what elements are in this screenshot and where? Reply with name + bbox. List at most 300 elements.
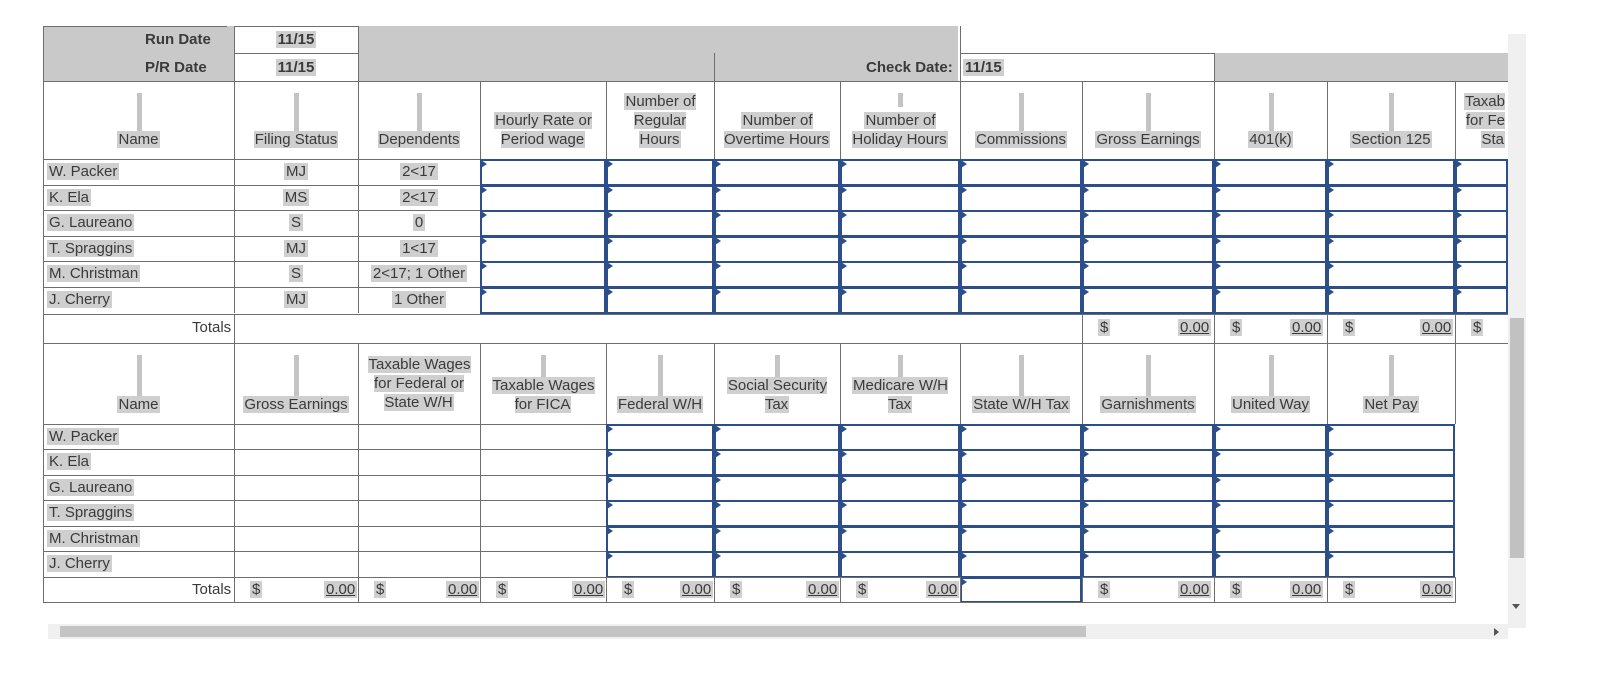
input-cell-3-row-5[interactable] xyxy=(480,287,606,314)
total-currency-top xyxy=(1343,319,1355,337)
input-cell-8-row-2[interactable] xyxy=(1082,210,1214,237)
grid-line xyxy=(234,26,358,27)
grid-line xyxy=(234,343,235,424)
employee-name-text: K. Ela xyxy=(49,189,90,206)
grid-line xyxy=(480,343,481,424)
input-cell-bottom-7-row-5[interactable] xyxy=(960,551,1082,578)
grid-line xyxy=(606,577,607,603)
pr-date-value xyxy=(240,59,352,77)
column-header-text: Taxable Wages for Federal or State W/H xyxy=(368,356,471,411)
grid-line xyxy=(234,236,235,262)
input-cell-bottom-8-row-3[interactable] xyxy=(1082,500,1214,527)
column-header-bottom-0 xyxy=(43,343,234,424)
column-header-top-2 xyxy=(358,81,480,159)
input-cell-5-row-0[interactable] xyxy=(714,159,840,186)
total-value-bottom xyxy=(1178,581,1211,599)
total-value-bottom xyxy=(572,581,605,599)
column-header-text: Garnishments xyxy=(1101,396,1195,413)
column-header-label xyxy=(614,92,706,149)
filing-status-text: MJ xyxy=(286,163,306,180)
grid-line xyxy=(840,343,841,424)
column-header-label xyxy=(358,130,480,149)
input-cell-bottom-4-row-5[interactable] xyxy=(606,551,714,578)
employee-name-text: T. Spraggins xyxy=(49,240,133,257)
employee-name-bottom-text: W. Packer xyxy=(49,428,118,445)
input-cell-bottom-9-row-4[interactable] xyxy=(1214,526,1327,553)
grid-line xyxy=(234,449,235,475)
scroll-down-arrow[interactable] xyxy=(1512,604,1520,609)
input-cell-bottom-10-row-2[interactable] xyxy=(1327,475,1455,502)
input-cell-bottom-9-row-5[interactable] xyxy=(1214,551,1327,578)
input-cell-11-row-5[interactable] xyxy=(1455,287,1508,314)
input-cell-bottom-10-row-1[interactable] xyxy=(1327,449,1455,476)
input-cell-7-row-1[interactable] xyxy=(960,185,1082,212)
grid-line xyxy=(234,500,235,526)
dependents-text: 2<17 xyxy=(402,189,436,206)
input-cell-bottom-8-row-0[interactable] xyxy=(1082,424,1214,451)
total-currency-bottom xyxy=(730,581,742,599)
total-currency-bottom-text: $ xyxy=(252,581,261,598)
grid-line xyxy=(1082,314,1083,343)
grid-line xyxy=(43,449,44,475)
input-cell-5-row-5[interactable] xyxy=(714,287,840,314)
total-value-bottom-text: 0.00 xyxy=(574,581,604,598)
input-cell-bottom-6-row-2[interactable] xyxy=(840,475,960,502)
column-header-text: State W/H Tax xyxy=(973,396,1069,413)
input-cell-9-row-0[interactable] xyxy=(1214,159,1327,186)
grid-line xyxy=(358,210,359,236)
column-header-top-5 xyxy=(714,81,840,159)
input-cell-10-row-1[interactable] xyxy=(1327,185,1455,212)
input-cell-3-row-2[interactable] xyxy=(480,210,606,237)
grid-line xyxy=(358,500,359,526)
input-cell-6-row-2[interactable] xyxy=(840,210,960,237)
input-cell-bottom-7-row-1[interactable] xyxy=(960,449,1082,476)
grid-line xyxy=(480,81,481,159)
column-header-text: Dependents xyxy=(378,131,460,148)
input-cell-4-row-5[interactable] xyxy=(606,287,714,314)
input-cell-11-row-3[interactable] xyxy=(1455,236,1508,263)
column-header-bottom-1 xyxy=(234,343,358,424)
input-cell-bottom-7-row-4[interactable] xyxy=(960,526,1082,553)
filing-status xyxy=(234,189,358,207)
total-currency-bottom xyxy=(1230,581,1242,599)
input-cell-11-row-1[interactable] xyxy=(1455,185,1508,212)
filing-status-text: S xyxy=(290,265,301,282)
column-header-label xyxy=(364,355,474,412)
input-cell-3-row-3[interactable] xyxy=(480,236,606,263)
column-header-text: Name xyxy=(118,131,159,148)
total-value-bottom-text: 0.00 xyxy=(928,581,958,598)
grid-line xyxy=(358,526,359,552)
column-header-bottom-10 xyxy=(1327,343,1455,424)
grid-line xyxy=(234,314,235,343)
column-header-top-7 xyxy=(960,81,1082,159)
input-cell-9-row-3[interactable] xyxy=(1214,236,1327,263)
dependents xyxy=(358,163,480,181)
input-cell-7-row-4[interactable] xyxy=(960,261,1082,288)
grid-line xyxy=(43,475,44,501)
grid-line xyxy=(606,343,607,424)
header-stem xyxy=(294,355,299,399)
input-cell-bottom-9-row-0[interactable] xyxy=(1214,424,1327,451)
grid-line xyxy=(480,551,481,577)
input-cell-bottom-8-row-5[interactable] xyxy=(1082,551,1214,578)
grid-line xyxy=(358,261,359,287)
company-cell xyxy=(960,26,1214,53)
total-value-bottom-text: 0.00 xyxy=(326,581,356,598)
input-cell-bottom-9-row-1[interactable] xyxy=(1214,449,1327,476)
grid-line xyxy=(234,26,235,81)
column-header-bottom-5 xyxy=(714,343,840,424)
grid-line xyxy=(43,424,44,450)
input-cell-6-row-3[interactable] xyxy=(840,236,960,263)
input-cell-bottom-9-row-3[interactable] xyxy=(1214,500,1327,527)
input-cell-8-row-0[interactable] xyxy=(1082,159,1214,186)
input-cell-bottom-4-row-1[interactable] xyxy=(606,449,714,476)
totals-label-top-text: Totals xyxy=(192,319,232,336)
grid-line xyxy=(358,551,359,577)
grid-line xyxy=(1327,314,1328,343)
employee-name-bottom-text: K. Ela xyxy=(49,453,90,470)
total-value-bottom xyxy=(1420,581,1453,599)
grid-line xyxy=(960,343,961,424)
column-header-label xyxy=(43,130,234,149)
employee-name xyxy=(47,214,134,232)
column-header-text: Name xyxy=(118,396,159,413)
grid-line xyxy=(358,424,359,450)
column-header-label xyxy=(1327,130,1455,149)
total-value-bottom xyxy=(446,581,479,599)
input-cell-bottom-8-row-2[interactable] xyxy=(1082,475,1214,502)
input-cell-5-row-3[interactable] xyxy=(714,236,840,263)
grid-line xyxy=(43,261,44,287)
dependents-text: 2<17; 1 Other xyxy=(372,265,466,282)
grid-line xyxy=(43,500,44,526)
total-currency-top-text: $ xyxy=(1345,319,1354,336)
input-cell-10-row-3[interactable] xyxy=(1327,236,1455,263)
column-header-top-8 xyxy=(1082,81,1214,159)
check-date-label xyxy=(864,59,955,77)
dependents-text: 1 Other xyxy=(393,291,445,308)
input-cell-bottom-4-row-3[interactable] xyxy=(606,500,714,527)
grid-line xyxy=(234,551,235,577)
check-date-value-text: 11/15 xyxy=(965,59,1002,76)
grid-line xyxy=(234,475,235,501)
input-cell-4-row-2[interactable] xyxy=(606,210,714,237)
input-cell-4-row-0[interactable] xyxy=(606,159,714,186)
grid-line xyxy=(1455,343,1456,424)
header-stem xyxy=(137,355,142,399)
input-cell-bottom-4-row-0[interactable] xyxy=(606,424,714,451)
input-cell-8-row-5[interactable] xyxy=(1082,287,1214,314)
column-header-label xyxy=(49,395,228,414)
input-cell-8-row-4[interactable] xyxy=(1082,261,1214,288)
grid-line xyxy=(43,314,1508,315)
column-header-text: Number of Regular Hours xyxy=(625,93,696,148)
dependents-text: 0 xyxy=(414,214,424,231)
input-cell-7-row-5[interactable] xyxy=(960,287,1082,314)
grid-line xyxy=(714,53,715,81)
input-cell-bottom-6-row-3[interactable] xyxy=(840,500,960,527)
column-header-label xyxy=(486,376,600,414)
column-header-top-6 xyxy=(840,81,960,159)
input-cell-5-row-1[interactable] xyxy=(714,185,840,212)
column-header-bottom-6 xyxy=(840,343,960,424)
grid-line xyxy=(358,577,359,603)
scroll-right-arrow[interactable] xyxy=(1494,628,1499,636)
dependents-text: 2<17 xyxy=(402,163,436,180)
employee-name-text: M. Christman xyxy=(49,265,139,282)
column-header-top-0 xyxy=(43,81,234,159)
input-cell-11-row-0[interactable] xyxy=(1455,159,1508,186)
input-cell-bottom-10-row-0[interactable] xyxy=(1327,424,1455,451)
total-value-bottom-text: 0.00 xyxy=(448,581,478,598)
grid-line xyxy=(234,159,235,185)
total-currency-top xyxy=(1098,319,1110,337)
input-cell-4-row-4[interactable] xyxy=(606,261,714,288)
grid-line xyxy=(1214,314,1215,343)
grid-line xyxy=(358,26,359,81)
input-cell-5-row-4[interactable] xyxy=(714,261,840,288)
grid-line xyxy=(480,577,481,603)
dependents xyxy=(358,265,480,283)
column-header-top-3 xyxy=(480,81,606,159)
state-wh-total-cell[interactable] xyxy=(960,577,1082,603)
column-header-text: Net Pay xyxy=(1364,396,1418,413)
column-header-text: United Way xyxy=(1232,396,1309,413)
grid-line xyxy=(714,81,715,159)
filing-status xyxy=(234,163,358,181)
employee-name-text: G. Laureano xyxy=(49,214,133,231)
employee-name xyxy=(47,163,119,181)
column-header-label xyxy=(960,130,1082,149)
column-header-label xyxy=(848,111,952,149)
input-cell-bottom-4-row-2[interactable] xyxy=(606,475,714,502)
dependents xyxy=(358,240,480,258)
total-currency-top-text: $ xyxy=(1473,319,1482,336)
employee-name-bottom-text: M. Christman xyxy=(49,530,139,547)
input-cell-bottom-5-row-2[interactable] xyxy=(714,475,840,502)
column-header-text: Number of Holiday Hours xyxy=(852,112,947,148)
input-cell-bottom-10-row-4[interactable] xyxy=(1327,526,1455,553)
grid-line xyxy=(234,81,235,159)
input-cell-bottom-8-row-4[interactable] xyxy=(1082,526,1214,553)
employee-name-text: J. Cherry xyxy=(49,291,110,308)
column-header-label xyxy=(612,395,708,414)
grid-line xyxy=(358,81,359,159)
input-cell-7-row-2[interactable] xyxy=(960,210,1082,237)
input-cell-bottom-5-row-4[interactable] xyxy=(714,526,840,553)
input-cell-bottom-6-row-5[interactable] xyxy=(840,551,960,578)
horizontal-scrollbar-thumb[interactable] xyxy=(60,626,1086,637)
total-currency-top xyxy=(1230,319,1242,337)
input-cell-11-row-2[interactable] xyxy=(1455,210,1508,237)
input-cell-9-row-5[interactable] xyxy=(1214,287,1327,314)
column-header-top-11 xyxy=(1455,81,1508,159)
input-cell-3-row-1[interactable] xyxy=(480,185,606,212)
grid-line xyxy=(43,577,44,603)
input-cell-3-row-4[interactable] xyxy=(480,261,606,288)
input-cell-4-row-3[interactable] xyxy=(606,236,714,263)
vertical-scrollbar-thumb[interactable] xyxy=(1510,318,1524,558)
column-header-label xyxy=(488,111,598,149)
totals-label-top xyxy=(190,319,233,337)
total-value-bottom xyxy=(1290,581,1323,599)
column-header-bottom-8 xyxy=(1082,343,1214,424)
input-cell-10-row-4[interactable] xyxy=(1327,261,1455,288)
total-value-bottom-text: 0.00 xyxy=(1180,581,1210,598)
grid-line xyxy=(234,424,235,450)
input-cell-9-row-1[interactable] xyxy=(1214,185,1327,212)
column-header-label xyxy=(1082,130,1214,149)
filing-status xyxy=(234,214,358,232)
grid-line xyxy=(43,314,44,343)
grid-line xyxy=(1082,577,1083,603)
input-cell-bottom-5-row-3[interactable] xyxy=(714,500,840,527)
total-currency-bottom-text: $ xyxy=(1345,581,1354,598)
column-header-label xyxy=(1088,395,1208,414)
filing-status-text: S xyxy=(290,214,301,231)
run-date-label xyxy=(143,31,213,49)
grid-line xyxy=(43,602,1455,603)
total-currency-bottom xyxy=(496,581,508,599)
grid-line xyxy=(840,577,841,603)
grid-line xyxy=(480,526,481,552)
input-cell-7-row-3[interactable] xyxy=(960,236,1082,263)
input-cell-bottom-8-row-1[interactable] xyxy=(1082,449,1214,476)
input-cell-bottom-6-row-0[interactable] xyxy=(840,424,960,451)
grid-line xyxy=(234,287,235,313)
grid-line xyxy=(1082,343,1083,424)
total-currency-bottom-text: $ xyxy=(1100,581,1109,598)
column-header-label xyxy=(1220,395,1321,414)
column-header-label xyxy=(966,395,1076,414)
input-cell-4-row-1[interactable] xyxy=(606,185,714,212)
column-header-bottom-3 xyxy=(480,343,606,424)
input-cell-bottom-5-row-1[interactable] xyxy=(714,449,840,476)
grid-line xyxy=(43,287,44,313)
input-cell-10-row-2[interactable] xyxy=(1327,210,1455,237)
input-cell-bottom-7-row-0[interactable] xyxy=(960,424,1082,451)
header-stem xyxy=(1146,355,1151,399)
total-value-bottom xyxy=(324,581,357,599)
input-cell-6-row-4[interactable] xyxy=(840,261,960,288)
input-cell-bottom-7-row-3[interactable] xyxy=(960,500,1082,527)
grid-line xyxy=(1455,314,1456,343)
input-cell-9-row-2[interactable] xyxy=(1214,210,1327,237)
input-cell-bottom-6-row-1[interactable] xyxy=(840,449,960,476)
total-currency-bottom xyxy=(374,581,386,599)
column-header-text: Number of Overtime Hours xyxy=(723,112,830,148)
column-header-label xyxy=(1333,395,1449,414)
grid-line xyxy=(480,424,481,450)
dependents xyxy=(358,291,480,309)
total-value-bottom-text: 0.00 xyxy=(1292,581,1322,598)
employee-name-bottom xyxy=(47,555,112,573)
input-cell-5-row-2[interactable] xyxy=(714,210,840,237)
grid-line xyxy=(960,577,961,603)
column-header-bottom-9 xyxy=(1214,343,1327,424)
grid-line xyxy=(714,343,715,424)
filing-status xyxy=(234,240,358,258)
check-date-value xyxy=(963,59,1004,77)
employee-name xyxy=(47,291,112,309)
grid-line xyxy=(1327,81,1328,159)
column-header-text: Medicare W/H Tax xyxy=(852,377,949,413)
total-currency-bottom xyxy=(1343,581,1355,599)
column-header-text: Commissions xyxy=(975,131,1066,148)
grid-line xyxy=(234,261,235,287)
input-cell-bottom-9-row-2[interactable] xyxy=(1214,475,1327,502)
total-currency-top-text: $ xyxy=(1232,319,1241,336)
total-currency-bottom-text: $ xyxy=(376,581,385,598)
grid-line xyxy=(1327,343,1328,424)
input-cell-8-row-3[interactable] xyxy=(1082,236,1214,263)
input-cell-6-row-5[interactable] xyxy=(840,287,960,314)
header-stem xyxy=(898,93,903,107)
grid-line xyxy=(234,53,358,54)
input-cell-7-row-0[interactable] xyxy=(960,159,1082,186)
input-cell-bottom-10-row-3[interactable] xyxy=(1327,500,1455,527)
input-cell-bottom-10-row-5[interactable] xyxy=(1327,551,1455,578)
filing-status-text: MS xyxy=(284,189,308,206)
total-value-top-text: 0.00 xyxy=(1422,319,1452,336)
column-header-top-10 xyxy=(1327,81,1455,159)
total-currency-bottom-text: $ xyxy=(498,581,507,598)
pr-date-label-text: P/R Date xyxy=(145,59,207,76)
grid-line xyxy=(1214,53,1215,81)
input-cell-bottom-6-row-4[interactable] xyxy=(840,526,960,553)
input-cell-11-row-4[interactable] xyxy=(1455,261,1508,288)
input-cell-6-row-0[interactable] xyxy=(840,159,960,186)
grid-line xyxy=(234,210,235,236)
input-cell-bottom-4-row-4[interactable] xyxy=(606,526,714,553)
employee-name-bottom xyxy=(47,504,134,522)
run-date-value xyxy=(240,31,352,49)
column-header-label xyxy=(720,376,834,414)
grid-line xyxy=(606,81,607,159)
input-cell-8-row-1[interactable] xyxy=(1082,185,1214,212)
input-cell-bottom-7-row-2[interactable] xyxy=(960,475,1082,502)
input-cell-9-row-4[interactable] xyxy=(1214,261,1327,288)
column-header-bottom-4 xyxy=(606,343,714,424)
grid-line xyxy=(1082,81,1083,159)
column-header-text: Gross Earnings xyxy=(244,396,348,413)
grid-line xyxy=(358,159,359,185)
total-value-bottom xyxy=(926,581,959,599)
grid-line xyxy=(1327,577,1328,603)
input-cell-bottom-5-row-0[interactable] xyxy=(714,424,840,451)
pr-date-label xyxy=(143,59,209,77)
input-cell-6-row-1[interactable] xyxy=(840,185,960,212)
input-cell-10-row-5[interactable] xyxy=(1327,287,1455,314)
grid-line xyxy=(1455,81,1456,159)
employee-name xyxy=(47,265,140,283)
column-header-label xyxy=(234,130,358,149)
input-cell-10-row-0[interactable] xyxy=(1327,159,1455,186)
dependents-text: 1<17 xyxy=(402,240,436,257)
input-cell-3-row-0[interactable] xyxy=(480,159,606,186)
total-currency-top xyxy=(1471,319,1483,337)
grid-line xyxy=(840,81,841,159)
total-value-bottom-text: 0.00 xyxy=(1422,581,1452,598)
header-stem xyxy=(1389,355,1394,399)
column-header-text: Hourly Rate or Period wage xyxy=(495,112,592,148)
input-cell-bottom-5-row-5[interactable] xyxy=(714,551,840,578)
column-header-label xyxy=(722,111,832,149)
header-stem xyxy=(1269,355,1274,399)
